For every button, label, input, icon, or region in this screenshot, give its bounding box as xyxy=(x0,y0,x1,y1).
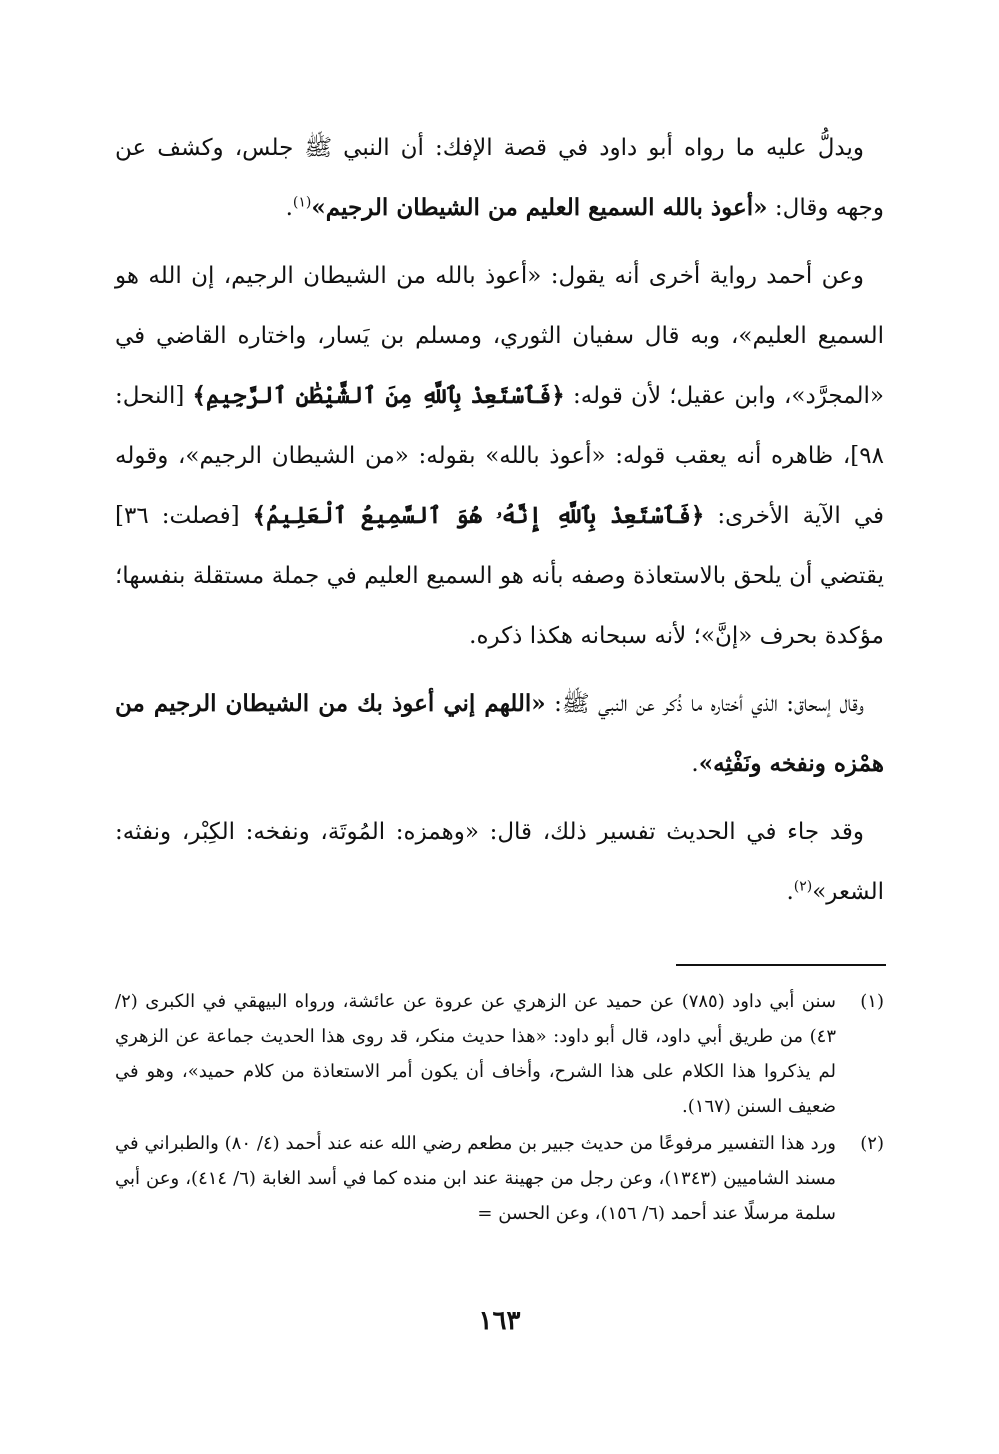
hadith-quote: «أعوذ بالله السميع العليم من الشيطان الرجيم» xyxy=(311,194,768,221)
paragraph-1 xyxy=(115,118,884,238)
text-run: . xyxy=(285,195,293,221)
text-run: . xyxy=(691,751,699,777)
text-run: وعن أحمد رواية أخرى أنه يقول: «أعوذ بالله من الشيطان الرجيم، إن الله هو السميع العليم»، وبه قال سفيان الثوري، ومسلم بن يَسار، واختاره القاضي في «المجرَّد»، وابن عقيل؛ لأن قوله: xyxy=(115,263,884,409)
footnote-number: (٢) xyxy=(860,1133,884,1154)
footnotes xyxy=(115,984,884,1233)
text-run: [النحل: ٩٨]، ظاهره أنه يعقب قوله: «أعوذ بالله» بقوله: «من الشيطان الرجيم»، وقوله في الآية الأخرى: xyxy=(115,383,884,529)
hadith-quote: «اللهم إني أعوذ بك من الشيطان الرجيم من همْزه ونفخه ونَفْثِه» xyxy=(115,690,884,777)
footnote-ref: (١) xyxy=(292,194,312,211)
text-run: . xyxy=(786,879,794,905)
quran-verse: ﴿فَٱسْتَعِذْ بِٱللَّهِ إِنَّهُۥ هُوَ ٱلسَّمِيعُ ٱلْعَلِيمُ﴾ xyxy=(252,502,705,529)
footnote-ref: (٢) xyxy=(793,878,813,895)
footnote-separator xyxy=(676,964,886,966)
paragraph-4 xyxy=(115,802,884,922)
main-text xyxy=(115,118,884,930)
footnote-text: ورد هذا التفسير مرفوعًا من حديث جبير بن مطعم رضي الله عنه عند أحمد (٤/ ٨٠) والطبراني في مسند الشاميين (١٣٤٣)، وعن رجل من جهينة عند ابن منده كما في أسد الغابة (٦/ ٤١٤)، وعن أبي سلمة مرسلًا عند أحمد (٦/ ١٥٦)، وعن الحسن = xyxy=(115,1133,836,1224)
footnote-1 xyxy=(115,984,884,1124)
text-run: [فصلت: ٣٦] يقتضي أن يلحق بالاستعاذة وصفه بأنه هو السميع العليم في جملة مستقلة بنفسها؛ مؤكدة بحرف «إنَّ»؛ لأنه سبحانه هكذا ذكره. xyxy=(115,503,884,649)
footnote-number: (١) xyxy=(860,991,884,1012)
text-run: ويدلُّ عليه ما رواه أبو داود في قصة الإفك: أن النبي ﷺ جلس، وكشف عن وجهه وقال: xyxy=(115,135,884,221)
text-run: وقال إسحاق: الذي أختاره ما ذُكر عن النبي ﷺ: xyxy=(545,691,864,717)
quran-verse: ﴿فَٱسْتَعِذْ بِٱللَّهِ مِنَ ٱلشَّيْطَٰنِ ٱلرَّجِيمِ﴾ xyxy=(192,382,565,409)
page-number: ١٦٣ xyxy=(478,1306,521,1336)
paragraph-3 xyxy=(115,674,884,794)
paragraph-2 xyxy=(115,246,884,666)
text-run: وقد جاء في الحديث تفسير ذلك، قال: «وهمزه: المُوتَة، ونفخه: الكِبْر، ونفثه: الشعر» xyxy=(115,819,884,905)
footnote-2 xyxy=(115,1126,884,1231)
footnote-text: سنن أبي داود (٧٨٥) عن حميد عن الزهري عن عروة عن عائشة، ورواه البيهقي في الكبرى (٢/ ٤٣) من طريق أبي داود، قال أبو داود: «هذا حديث منكر، قد روى هذا الحديث جماعة عن الزهري لم يذكروا هذا الكلام على هذا الشرح، وأخاف أن يكون أمر الاستعاذة من كلام حميد»، وهو في ضعيف السنن (١٦٧). xyxy=(115,991,836,1117)
